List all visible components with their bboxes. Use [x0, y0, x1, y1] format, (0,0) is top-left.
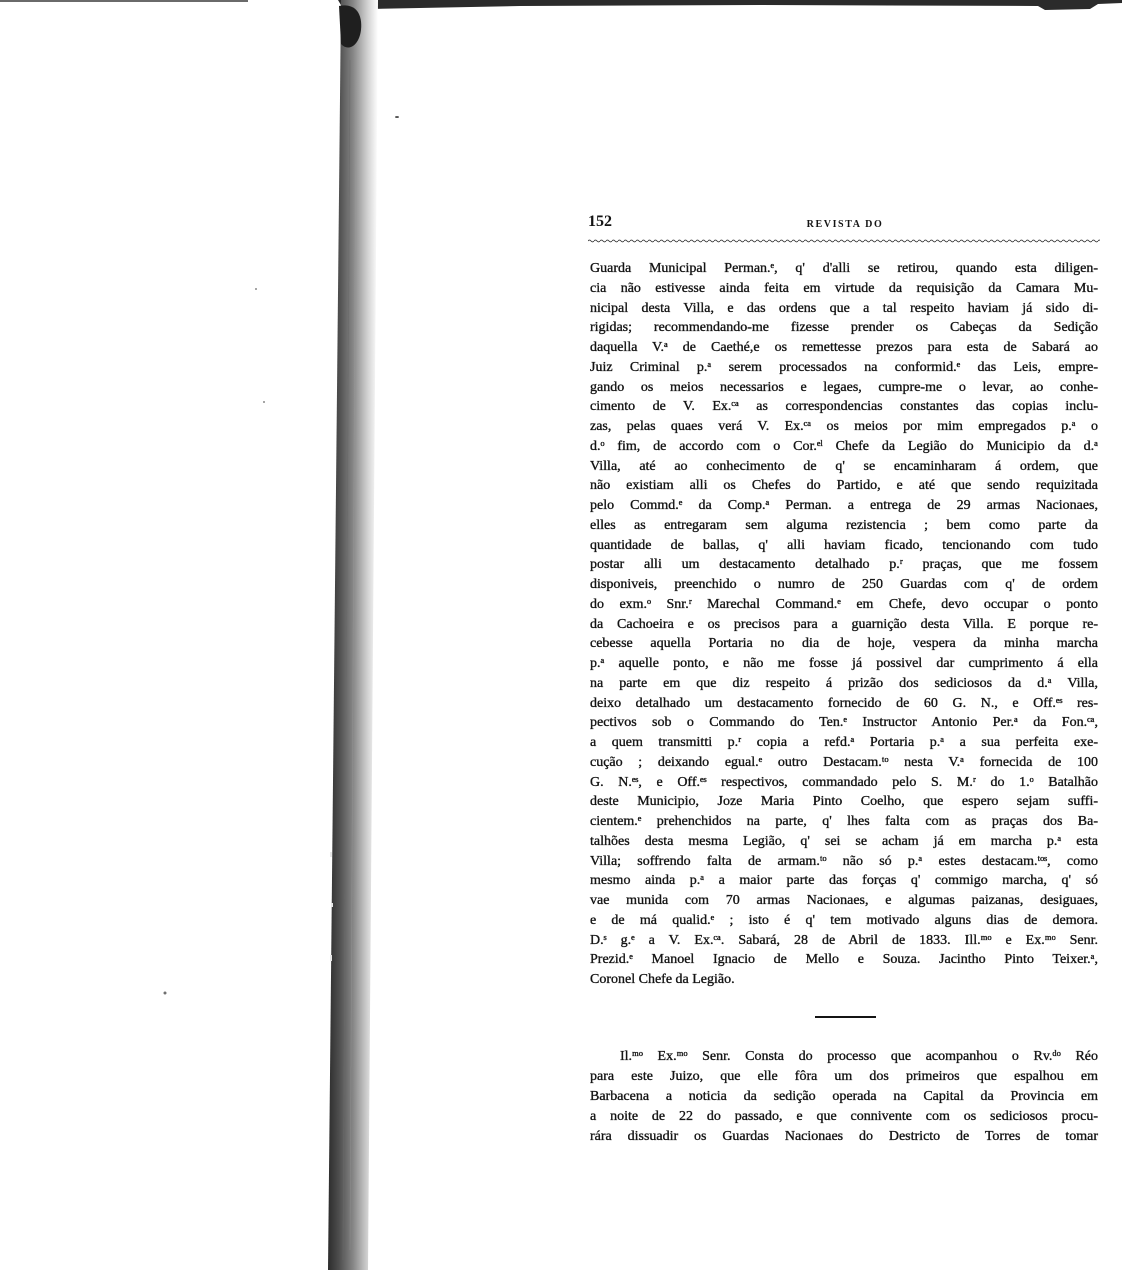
- gutter-speck: [330, 955, 332, 961]
- body-text-line: D.ˢ g.ᵉ a V. Ex.ᶜᵃ. Sabará, 28 de Abril de 1833. Ill.ᵐᵒ e Ex.ᵐᵒ Senr.: [590, 932, 1098, 948]
- body-text-line: cimento de V. Ex.ᶜᵃ as correspondencias constantes das copias inclu-: [590, 399, 1098, 415]
- body-text-line: zas, pelas quaes verá V. Ex.ᶜᵃ os meios por mim empregados p.ᵃ o: [590, 419, 1098, 434]
- body-text-line: Guarda Municipal Perman.ᵉ, q' d'alli se retirou, quando esta diligen-: [590, 261, 1098, 276]
- scan-speck: [263, 401, 265, 403]
- body-text-line: pelo Commd.ᵉ da Comp.ᵃ Perman. a entrega de 29 armas Nacionaes,: [590, 498, 1098, 513]
- body-text-line: da Cachoeira e os precisos para a guarnição desta Villa. E porque re-: [590, 616, 1098, 632]
- body-text-line: na parte em que diz respeito á prizão dos sediciosos da d.ᵃ Villa,: [590, 675, 1098, 691]
- body-text-line: cientem.ᵉ prehenchidos na parte, q' lhes falta com as praças dos Ba-: [590, 814, 1098, 829]
- body-text-line: pectivos sob o Commando do Ten.ᵉ Instructor Antonio Per.ᵃ da Fon.ᶜᵃ,: [590, 715, 1098, 731]
- section-separator-rule: [815, 1016, 876, 1018]
- body-text-line: elles as entregaram sem alguma rezistencia ; bem como parte da: [590, 517, 1098, 533]
- gutter-speck: [331, 903, 333, 907]
- body-text-line: cia não estivesse ainda feita em virtude da requisição da Camara Mu-: [590, 280, 1098, 296]
- scan-speck: [395, 116, 399, 118]
- body-text-line: rigidas; recommendando-me fizesse prender os Cabeças da Sedição: [590, 320, 1098, 336]
- body-text-line: Prezid.ᵉ Manoel Ignacio de Mello e Souza. Jacintho Pinto Teixer.ᵃ,: [590, 952, 1098, 968]
- running-head: REVISTA DO: [806, 219, 884, 230]
- top-edge-shadow: [338, 0, 1122, 12]
- body-text-line: mesmo ainda p.ᵃ a maior parte das forças q' commigo marcha, q' só: [590, 873, 1098, 889]
- body-text-line: daquella V.ᵃ de Caethé,e os remettesse prezos para esta de Sabará ao: [590, 340, 1098, 355]
- body-text-line: G. N.ᵉˢ, e Off.ᵉˢ respectivos, commandado pelo S. M.ʳ do 1.ᵒ Batalhão: [590, 774, 1098, 790]
- body-text-line: Il.ᵐᵒ Ex.ᵐᵒ Senr. Consta do processo que acompanhou o Rv.ᵈᵒ Réo: [620, 1049, 1098, 1064]
- body-text-line: Villa, até ao conhecimento de q' se encaminharam á ordem, que: [590, 458, 1098, 474]
- page-number: 152: [588, 213, 612, 230]
- letter-2-body: [590, 1047, 1098, 1146]
- body-text-line: rára dissuadir os Guardas Nacionaes do Destricto de Torres de tomar: [590, 1128, 1098, 1144]
- body-text-line: disponiveis, preenchido o numro de 250 Guardas com q' de ordem: [590, 577, 1098, 592]
- body-text-line: p.ᵃ aquelle ponto, e não me fosse já possivel dar cumprimento á ella: [590, 656, 1098, 671]
- header-wavy-rule: [588, 238, 1100, 244]
- body-text-line: Barbacena a noticia da sedição operada na Capital da Provincia em: [590, 1088, 1098, 1104]
- scan-speck: [255, 288, 257, 290]
- body-text-line: para este Juizo, que elle fôra um dos primeiros que espalhou em: [590, 1068, 1098, 1084]
- body-text-line: cebesse aquella Portaria no dia de hoje, vespera da minha marcha: [590, 636, 1098, 652]
- gutter-speck: [330, 852, 332, 857]
- body-text-line: postar alli um destacamento detalhado p.ʳ praças, que me fossem: [590, 557, 1098, 573]
- body-text-line: gando os meios necessarios e legaes, cumpre-me o levar, ao conhe-: [590, 379, 1098, 395]
- body-text-line: e de má qualid.ᵉ ; isto é q' tem motivado alguns dias de demora.: [590, 912, 1098, 928]
- body-text-line: do exm.ᵒ Snr.ʳ Marechal Command.ᵉ em Chefe, devo occupar o ponto: [590, 596, 1098, 612]
- body-text-line: deste Municipio, Joze Maria Pinto Coelho, que espero sejam suffi-: [590, 794, 1098, 810]
- letter-1-body: [590, 259, 1098, 990]
- body-text-line: vae munida com 70 armas Nacionaes, e algumas paizanas, desiguaes,: [590, 893, 1098, 908]
- top-edge-shadow-left: [0, 0, 248, 2]
- body-text-line: cução ; deixando egual.ᵉ outro Destacam.ᵗᵒ nesta V.ᵃ fornecida de 100: [590, 754, 1098, 770]
- body-text-line: nicipal desta Villa, e das ordens que a tal respeito haviam já sido di-: [590, 300, 1098, 316]
- body-text-line: a noite de 22 do passado, e que connivente com os sediciosos procu-: [590, 1108, 1098, 1124]
- body-text-line: quantidade de ballas, q' alli haviam ficado, tencionando com tudo: [590, 537, 1098, 553]
- body-text-line: d.ᵒ fim, de accordo com o Cor.ᵉˡ Chefe da Legião do Municipio da d.ᵃ: [590, 438, 1098, 454]
- body-text-line: não existiam alli os Chefes do Partido, e até que sendo requizitada: [590, 478, 1098, 494]
- body-text-line: a quem transmitti p.ʳ copia a refd.ᵃ Portaria p.ᵃ a sua perfeita exe-: [590, 735, 1098, 750]
- body-text-line: deixo detalhado um destacamento fornecido de 60 G. N., e Off.ᵉˢ res-: [590, 695, 1098, 711]
- body-text-line: talhões desta mesma Legião, q' sei se acham já em marcha p.ᵃ esta: [590, 833, 1098, 849]
- signature-line: Coronel Chefe da Legião.: [590, 972, 735, 987]
- body-text-line: Villa; soffrendo falta de armam.ᵗᵒ não só p.ᵃ estes destacam.ᵗᵒˢ, como: [590, 853, 1098, 869]
- scan-speck: [164, 992, 167, 995]
- body-text-line: Juiz Criminal p.ᵃ serem processados na conformid.ᵉ das Leis, empre-: [590, 359, 1098, 375]
